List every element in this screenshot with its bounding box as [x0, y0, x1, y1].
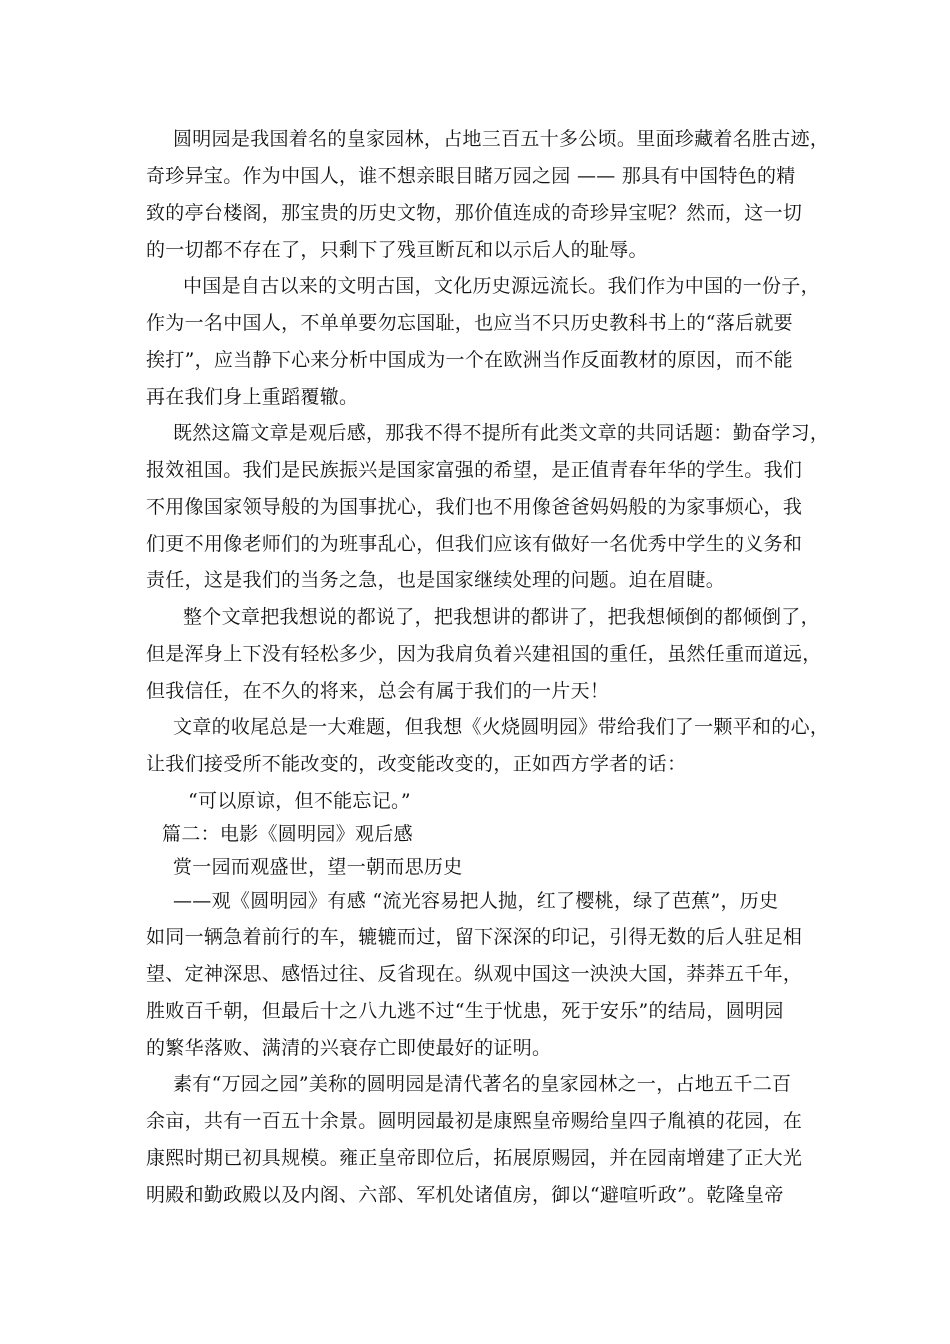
text-line: 责任，这是我们的当务之急，也是国家继续处理的问题。迫在眉睫。 [146, 569, 726, 591]
text-line: ——观《圆明园》有感 “流光容易把人抛，红了樱桃，绿了芭蕉”，历史 [173, 890, 779, 912]
quote-line: “可以原谅，但不能忘记。” [188, 790, 411, 812]
text-line: 中国是自古以来的文明古国，文化历史源远流长。我们作为中国的一份子， [183, 275, 820, 297]
text-line: 们更不用像老师们的为班事乱心，但我们应该有做好一名优秀中学生的义务和 [146, 533, 803, 555]
text-line: 作为一名中国人，不单单要勿忘国耻，也应当不只历史教科书上的“落后就要 [146, 312, 793, 334]
text-line: 圆明园是我国着名的皇家园林，占地三百五十多公顷。里面珍藏着名胜古迹， [173, 128, 830, 150]
text-line: 的繁华落败、满清的兴衰存亡即使最好的证明。 [146, 1037, 552, 1059]
text-line: 如同一辆急着前行的车，辘辘而过，留下深深的印记，引得无数的后人驻足相 [146, 926, 803, 948]
text-line: 康熙时期已初具规模。雍正皇帝即位后，拓展原赐园，并在园南增建了正大光 [146, 1147, 803, 1169]
text-line: 胜败百千朝，但最后十之八九逃不过“生于忧患，死于安乐”的结局，圆明园 [146, 1000, 784, 1022]
text-line: 致的亭台楼阁，那宝贵的历史文物，那价值连成的奇珍异宝呢？然而，这一切 [146, 202, 803, 224]
text-line: 挨打”，应当静下心来分析中国成为一个在欧洲当作反面教材的原因，而不能 [146, 349, 793, 371]
text-line: 不用像国家领导般的为国事扰心，我们也不用像爸爸妈妈般的为家事烦心，我 [146, 496, 803, 518]
text-line: 让我们接受所不能改变的，改变能改变的，正如西方学者的话： [146, 753, 687, 775]
subtitle-line: 赏一园而观盛世，望一朝而思历史 [173, 856, 463, 878]
text-line: 的一切都不存在了，只剩下了残亘断瓦和以示后人的耻辱。 [146, 239, 648, 261]
text-line: 再在我们身上重蹈覆辙。 [146, 386, 359, 408]
text-line: 奇珍异宝。作为中国人，谁不想亲眼目睹万园之园 —— 那具有中国特色的精 [146, 165, 796, 187]
text-line: 望、定神深思、感悟过往、反省现在。纵观中国这一泱泱大国，莽莽五千年， [146, 963, 803, 985]
text-line: 素有“万园之园”美称的圆明园是清代著名的皇家园林之一，占地五千二百 [173, 1073, 792, 1095]
text-line: 整个文章把我想说的都说了，把我想讲的都讲了，把我想倾倒的都倾倒了， [183, 606, 820, 628]
section-heading: 篇二：电影《圆明园》观后感 [162, 823, 413, 845]
text-line: 但是浑身上下没有轻松多少，因为我肩负着兴建祖国的重任，虽然任重而道远， [146, 643, 822, 665]
text-line: 余亩，共有一百五十余景。圆明园最初是康熙皇帝赐给皇四子胤禛的花园，在 [146, 1110, 803, 1132]
text-line: 报效祖国。我们是民族振兴是国家富强的希望，是正值青春年华的学生。我们 [146, 459, 803, 481]
text-line: 明殿和勤政殿以及内阁、六部、军机处诸值房，御以“避喧听政”。乾隆皇帝 [146, 1184, 784, 1206]
text-line: 既然这篇文章是观后感，那我不得不提所有此类文章的共同话题：勤奋学习， [173, 422, 830, 444]
text-line: 文章的收尾总是一大难题，但我想《火烧圆明园》带给我们了一颗平和的心， [173, 716, 830, 738]
text-line: 但我信任，在不久的将来，总会有属于我们的一片天！ [146, 680, 610, 702]
